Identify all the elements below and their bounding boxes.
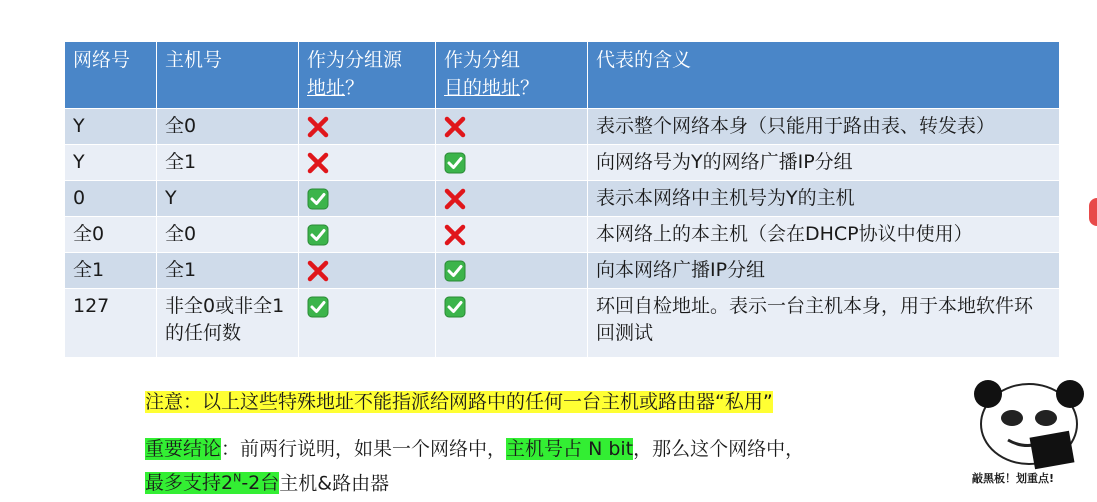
cell-network-number: 全0 [65, 217, 157, 253]
cell-network-number: 127 [65, 289, 157, 358]
cell-as-destination [436, 253, 588, 289]
cell-as-source [299, 289, 436, 358]
check-icon [444, 296, 466, 318]
cell-meaning: 环回自检地址。表示一台主机本身，用于本地软件环回测试 [588, 289, 1060, 358]
header-host-number: 主机号 [157, 42, 299, 109]
check-icon [307, 188, 329, 210]
conclusion-note [145, 436, 935, 496]
table-row [65, 109, 1060, 145]
cell-network-number: 0 [65, 181, 157, 217]
conclusion-label: 重要结论 [145, 438, 222, 460]
warning-text: 注意：以上这些特殊地址不能指派给网路中的任何一台主机或路由器“私用” [145, 391, 773, 413]
cell-host-number: 全0 [157, 217, 299, 253]
table-row [65, 289, 1060, 358]
cross-icon [307, 152, 329, 174]
header-as-source: 作为分组源 地址？ [299, 42, 436, 109]
cell-host-number: 全1 [157, 253, 299, 289]
cell-as-destination [436, 217, 588, 253]
cell-as-source [299, 217, 436, 253]
check-icon [307, 296, 329, 318]
cell-as-source [299, 181, 436, 217]
cell-meaning: 表示本网络中主机号为Y的主机 [588, 181, 1060, 217]
cell-as-source [299, 109, 436, 145]
check-icon [307, 224, 329, 246]
cell-as-destination [436, 109, 588, 145]
table-row [65, 145, 1060, 181]
check-icon [444, 152, 466, 174]
header-as-destination: 作为分组 目的地址？ [436, 42, 588, 109]
table-row [65, 217, 1060, 253]
conclusion-text-1: ：前两行说明，如果一个网络中， [221, 438, 507, 460]
cross-icon [307, 260, 329, 282]
edge-indicator [1089, 198, 1097, 226]
cell-host-number: 全1 [157, 145, 299, 181]
cell-as-destination [436, 289, 588, 358]
conclusion-line-1 [145, 436, 935, 462]
cell-network-number: Y [65, 109, 157, 145]
cell-as-source [299, 145, 436, 181]
table-header-row [65, 42, 1060, 109]
header-meaning: 代表的含义 [588, 42, 1060, 109]
cell-as-source [299, 253, 436, 289]
panda-face-icon [968, 378, 1090, 470]
cell-meaning: 向网络号为Y的网络广播IP分组 [588, 145, 1060, 181]
cell-as-destination [436, 181, 588, 217]
check-icon [444, 260, 466, 282]
cross-icon [444, 116, 466, 138]
cell-host-number: 非全0或非全1的任何数 [157, 289, 299, 358]
cell-host-number: 全0 [157, 109, 299, 145]
cross-icon [444, 188, 466, 210]
cell-host-number: Y [157, 181, 299, 217]
conclusion-highlight: 主机号占 N bit [506, 438, 634, 460]
cell-meaning: 本网络上的本主机（会在DHCP协议中使用） [588, 217, 1060, 253]
table-row [65, 181, 1060, 217]
table-row [65, 253, 1060, 289]
cell-network-number: Y [65, 145, 157, 181]
cell-meaning: 向本网络广播IP分组 [588, 253, 1060, 289]
conclusion-rest: 主机&路由器 [279, 472, 390, 495]
special-address-table [64, 41, 1060, 358]
conclusion-text-2: ，那么这个网络中， [633, 438, 805, 460]
cross-icon [444, 224, 466, 246]
cell-network-number: 全1 [65, 253, 157, 289]
cell-as-destination [436, 145, 588, 181]
cell-meaning: 表示整个网络本身（只能用于路由表、转发表） [588, 109, 1060, 145]
header-network-number: 网络号 [65, 42, 157, 109]
warning-note [145, 389, 773, 415]
conclusion-line-2 [145, 466, 935, 496]
sticker-caption: 敲黑板！划重点! [971, 472, 1055, 485]
conclusion-max-highlight: 最多支持$2^N-2$台 [145, 472, 280, 495]
cross-icon [307, 116, 329, 138]
